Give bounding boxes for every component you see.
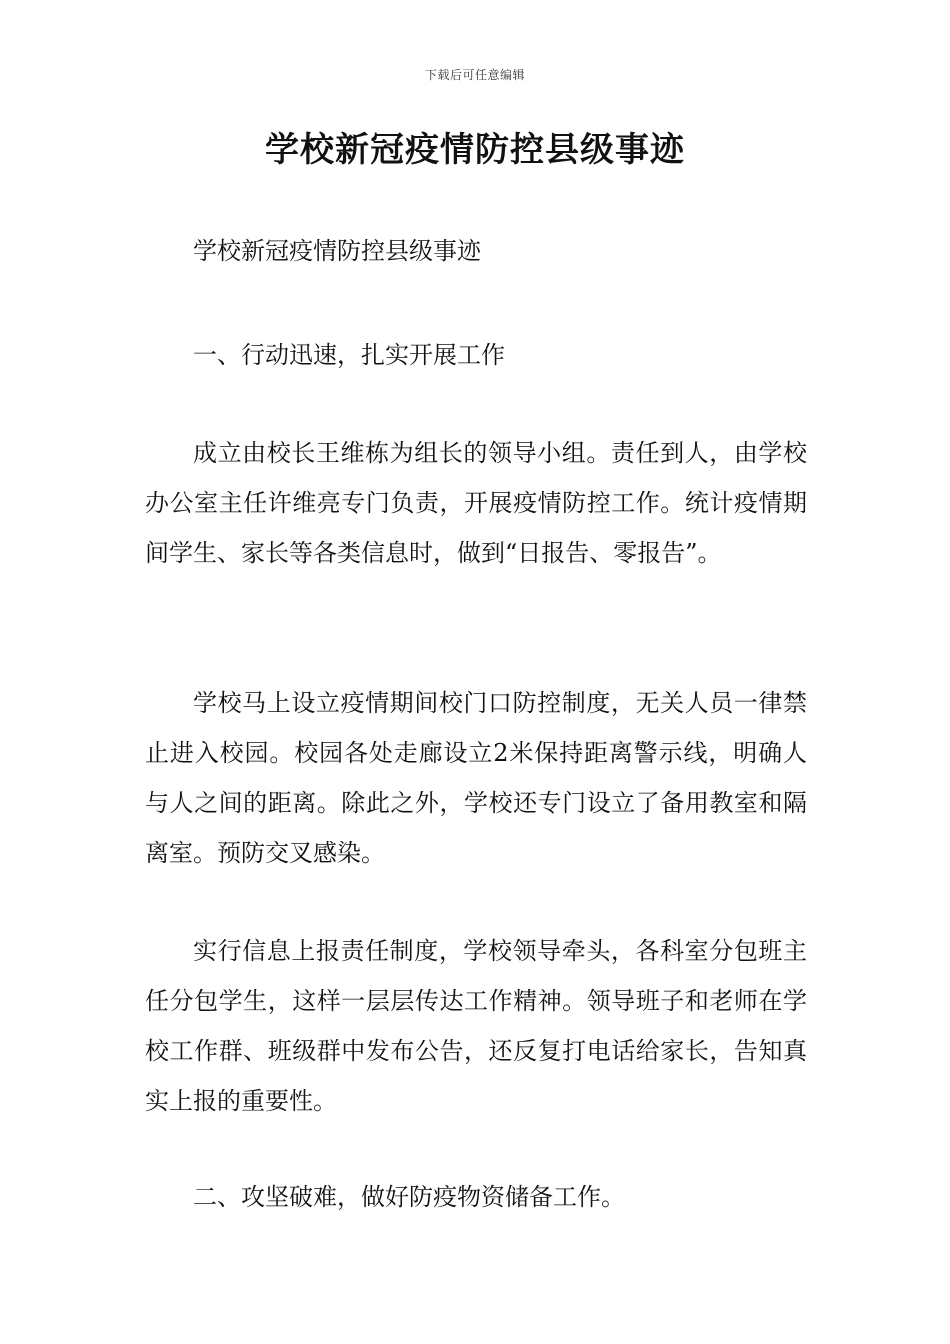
paragraph-3: 实行信息上报责任制度，学校领导牵头，各科室分包班主任分包学生，这样一层层传达工作精神。领导班子和老师在学校工作群、班级群中发布公告，还反复打电话给家长，告知真实上报的重要性。	[145, 937, 807, 1115]
paragraph-2: 学校马上设立疫情期间校门口防控制度，无关人员一律禁止进入校园。校园各处走廊设立2米保持距离警示线，明确人与人之间的距离。除此之外，学校还专门设立了备用教室和隔离室。预防交叉感染。	[145, 689, 807, 867]
section-heading-2: 二、攻坚破难，做好防疫物资储备工作。	[193, 1183, 625, 1211]
document-subtitle: 学校新冠疫情防控县级事迹	[193, 237, 481, 265]
document-title: 学校新冠疫情防控县级事迹	[265, 130, 685, 170]
section-heading-1: 一、行动迅速，扎实开展工作	[193, 341, 505, 369]
paragraph-1: 成立由校长王维栋为组长的领导小组。责任到人，由学校办公室主任许维亮专门负责，开展疫情防控工作。统计疫情期间学生、家长等各类信息时，做到“日报告、零报告”。	[145, 439, 807, 567]
header-note: 下载后可任意编辑	[424, 68, 525, 82]
